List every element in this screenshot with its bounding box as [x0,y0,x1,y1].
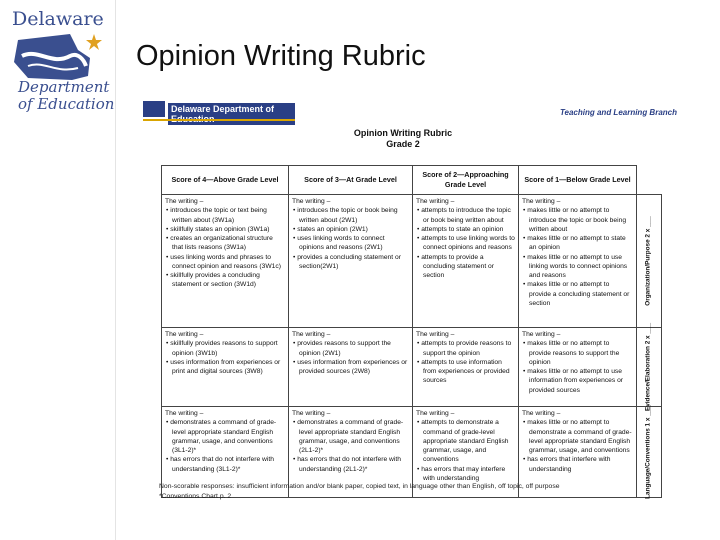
row-category-label: Organization/Purpose 2 x ___ [644,216,652,306]
doc-org-name: Delaware Department of [168,103,295,125]
cell-criteria-list [292,206,409,271]
rubric-cell [519,328,637,407]
cell-criteria-list [165,339,285,376]
header-score-4: Score of 4—Above Grade Level [162,166,289,195]
doc-logo-underline [143,119,295,121]
criteria-item: • states an opinion (2W1) [292,225,409,234]
rubric-header-row [162,166,662,195]
rubric-cell [519,195,637,328]
rubric-row-evidence [162,328,662,407]
rubric-cell [162,195,289,328]
criteria-item: • attempts to use linking words to connect opinions and reasons [416,234,515,253]
cell-intro: The writing – [416,198,455,205]
criteria-item: • has errors that interfere with understanding [522,455,633,474]
cell-criteria-list [416,418,515,483]
cell-intro: The writing – [292,331,331,338]
criteria-item: • has errors that do not interfere with understanding (3L1-2)* [165,455,285,474]
criteria-item: • skillfully states an opinion (3W1a) [165,225,285,234]
criteria-item: • attempts to state an opinion [416,225,515,234]
criteria-item: • attempts to use information from experiences or provided sources [416,358,515,386]
criteria-item: • has errors that do not interfere with understanding (2L1-2)* [292,455,409,474]
criteria-item: • uses information from experiences or provided sources (2W8) [292,358,409,377]
cell-intro: The writing – [292,198,331,205]
rubric-cell [289,328,413,407]
criteria-item: • attempts to provide reasons to support the opinion [416,339,515,358]
criteria-item: • makes little or no attempt to state an opinion [522,234,633,253]
header-score-3: Score of 3—At Grade Level [289,166,413,195]
logo-text-delaware: Delaware [12,8,104,30]
rubric-row-organization [162,195,662,328]
criteria-item: • provides reasons to support the opinion (2W1) [292,339,409,358]
row-category-label-cell [637,195,662,328]
criteria-item: • uses linking words and phrases to connect opinion and reasons (3W1c) [165,253,285,272]
cell-criteria-list [416,339,515,385]
cell-criteria-list [292,339,409,376]
cell-intro: The writing – [522,331,561,338]
rubric-document [143,95,683,515]
criteria-item: • creates an organizational structure that lists reasons (3W1a) [165,234,285,253]
criteria-item: • demonstrates a command of grade-level appropriate standard English grammar, usage, and conventions (2L1-2)* [292,418,409,455]
criteria-item: • attempts to demonstrate a command of grade-level appropriate standard English grammar, usage, and conventions [416,418,515,464]
criteria-item: • attempts to introduce the topic or book being written about [416,206,515,225]
header-score-1: Score of 1—Below Grade Level [519,166,637,195]
row-category-label-cell [637,407,662,498]
rubric-table [161,165,662,498]
criteria-item: • makes little or no attempt to provide a concluding statement or section [522,280,633,308]
cell-intro: The writing – [416,410,455,417]
cell-intro: The writing – [522,410,561,417]
row-category-label: Language/Conventions 1 x ___ [644,405,652,499]
criteria-item: • makes little or no attempt to demonstrate a command of grade-level appropriate standard English grammar, usage, and conventions [522,418,633,455]
cell-intro: The writing – [416,331,455,338]
doc-grade: Grade 2 [386,139,420,149]
criteria-item: • demonstrates a command of grade-level appropriate standard English grammar, usage, and conventions (3L1-2)* [165,418,285,455]
criteria-item: • has errors that may interfere with understanding [416,465,515,484]
doc-title: Opinion Writing Rubric [353,128,453,138]
cell-intro: The writing – [165,410,204,417]
cell-criteria-list [522,418,633,474]
rubric-cell [413,328,519,407]
header-side-blank [637,166,662,195]
criteria-item: • attempts to provide a concluding statement or section [416,253,515,281]
left-sidebar [0,0,116,540]
logo-text-department: Department [18,78,110,96]
cell-intro: The writing – [522,198,561,205]
slide-title: Opinion Writing Rubric [136,40,426,72]
criteria-item: • makes little or no attempt to use information from experiences or provided sources [522,367,633,395]
criteria-item: • provides a concluding statement or section(2W1) [292,253,409,272]
doc-branch-name: Teaching and Learning Branch [559,108,677,117]
cell-criteria-list [165,418,285,474]
criteria-item: • skillfully provides reasons to support opinion (3W1b) [165,339,285,358]
criteria-item: • uses information from experiences or print and digital sources (3W8) [165,358,285,377]
criteria-item: • makes little or no attempt to provide reasons to support the opinion [522,339,633,367]
doc-header-logo [143,98,295,120]
criteria-item: • makes little or no attempt to use linking words to connect opinions and reasons [522,253,633,281]
cell-intro: The writing – [292,410,331,417]
cell-criteria-list [165,206,285,289]
rubric-cell [289,195,413,328]
row-category-label-cell [637,322,662,412]
footnote-non-scorable: Non-scorable responses: insufficient information and/or blank paper, copied text, in language other than English, off topic, off purpose [159,483,560,490]
cell-criteria-list [292,418,409,474]
doc-logo-mark-icon [143,101,165,117]
criteria-item: • skillfully provides a concluding statement or section (3W1d) [165,271,285,290]
cell-criteria-list [416,206,515,280]
criteria-item: • makes little or no attempt to introduce the topic or book being written about [522,206,633,234]
criteria-item: • introduces the topic or book being written about (2W1) [292,206,409,225]
row-category-label: Evidence/Elaboration 2 x ___ [644,322,652,412]
logo-text-of-education: of Education [18,95,115,113]
footnote-conventions: *Conventions Chart p. 2 [159,493,232,500]
cell-intro: The writing – [165,331,204,338]
cell-criteria-list [522,206,633,308]
criteria-item: • introduces the topic or text being written about (3W1a) [165,206,285,225]
cell-intro: The writing – [165,198,204,205]
rubric-cell [413,195,519,328]
header-score-2: Score of 2—Approaching Grade Level [413,166,519,195]
criteria-item: • uses linking words to connect opinions and reasons (2W1) [292,234,409,253]
cell-criteria-list [522,339,633,395]
rubric-cell [162,328,289,407]
